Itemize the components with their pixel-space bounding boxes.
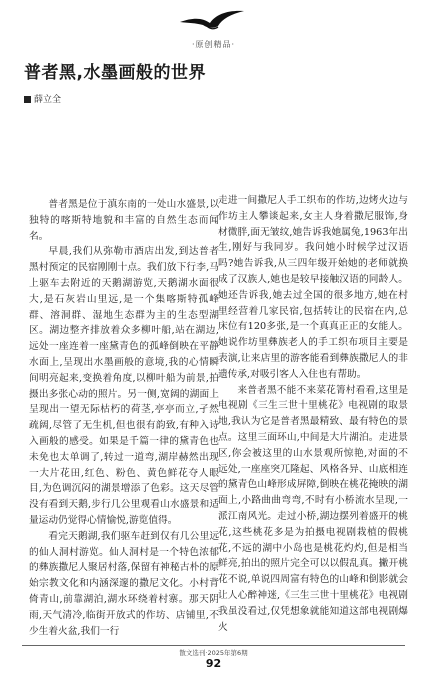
page-number: 92 [205, 657, 222, 670]
right-text-column [218, 193, 408, 639]
paragraph: 来普者黑不能不来菜花箐村看看,这里是电视剧《三生三世十里桃花》电视剧的取景地,我认为它是普者黑最精致、最有特色的景点。这里三面环山,中间是大片湖泊。走进景区,你会被这里的山水景观所惊艳,对面的不远处,一座座突兀隆起、风格各异、山底相连的黛青色山峰形成屏障,倒映在桃花掩映的湖面上,小路曲曲弯弯,不时有小桥流水呈现,一派江南风光。走过小桥,湖边摆列着盛开的桃花,这些桃花多是为拍摄电视剧栽植的假桃花,不远的湖中小岛也是桃花灼灼,但是相当鲜亮,拍出的照片完全可以以假乱真。撇开桃花不说,单说四周富有特色的山峰和倒影就会让人心醉神迷,《三生三世十里桃花》电视剧我虽没看过,仅凭想象就能知道这部电视剧爆火 [218, 384, 408, 633]
paragraph: 走进一间撒尼人手工织布的作坊,边烤火边与作坊主人攀谈起来,女主人身着撒尼服饰,身材微胖,面无皱纹,她告诉我她属兔,1963年出生,刚好与我同岁。我问她小时候学过汉语吗?她告诉我,从三四年级开始她的老师就换成了汉族人,她也是较早接触汉语的同龄人。她还告诉我,她去过全国的很多地方,她在村里经营着几家民宿,包括转让的民宿在内,总床位有120多张,是一个真真正正的女能人。她说作坊里彝族老人的手工织布项目主要是表演,让来店里的游客能看到彝族撒尼人的非遗传承,对吸引客人入住也有帮助。 [218, 195, 408, 380]
author-name: 薛立全 [34, 95, 62, 105]
paragraph: 早晨,我们从弥勒市酒店出发,到达普者黑村预定的民宿刚刚十点。我们放下行李,马上驱车去附近的天鹅湖游览,天鹅湖水面很大,是石灰岩山里远,是一个集喀斯特孤峰群、溶洞群、湿地生态群为主的生态型湖区。湖边整齐排放着众多柳叶船,站在湖边,远处一座连着一座黛青色的孤峰倒映在平静水面上,呈现出水墨画般的意境,我的心情瞬间明亮起来,变换着角度,以柳叶船为前景,拍摄出多张心动的照片。另一侧,宽阔的湖面上呈现出一望无际枯朽的荷茎,亭亭而立,孑然疏阔,尽管了无生机,但也很有韵致,有种入诗入画般的感受。如果是千篇一律的黛青色也未免也太单调了,转过一道弯,湖岸赫然出现一大片花田,红色、粉色、黄色鲜花夺人眼目,为色调沉闷的湖景增添了色彩。这天尽管没有看到天鹅,步行几公里观看山水盛景和适量运动仍觉得心情愉悦,游览值得。 [29, 246, 219, 526]
flying-bird-icon [176, 8, 246, 34]
paragraph: 看完天鹅湖,我们驱车赶到仅有几公里远的仙人洞村游览。仙人洞村是一个特色浓郁的彝族撒尼人聚居村落,保留有神秘古朴的原始宗教文化和内涵深邃的撒尼文化。小村背倚青山,前靠湖泊,湖水环绕着村寨。那天阴雨,天气清冷,临街开放式的作坊、店铺里,不少生着火盆,我们一行 [29, 530, 219, 637]
article-title: 普者黑,水墨画般的世界 [24, 63, 206, 83]
author-byline [24, 92, 61, 105]
section-tag: ·原创精品· [191, 40, 236, 49]
paragraph: 普者黑是位于滇东南的一处山水盛景,以独特的喀斯特地貌和丰富的自然生态而闻名。 [29, 199, 219, 242]
journal-name: 散文选刊·2025年第6期 [179, 649, 248, 657]
black-square-icon [24, 96, 31, 103]
footer-divider [22, 645, 405, 646]
left-text-column [29, 197, 219, 639]
